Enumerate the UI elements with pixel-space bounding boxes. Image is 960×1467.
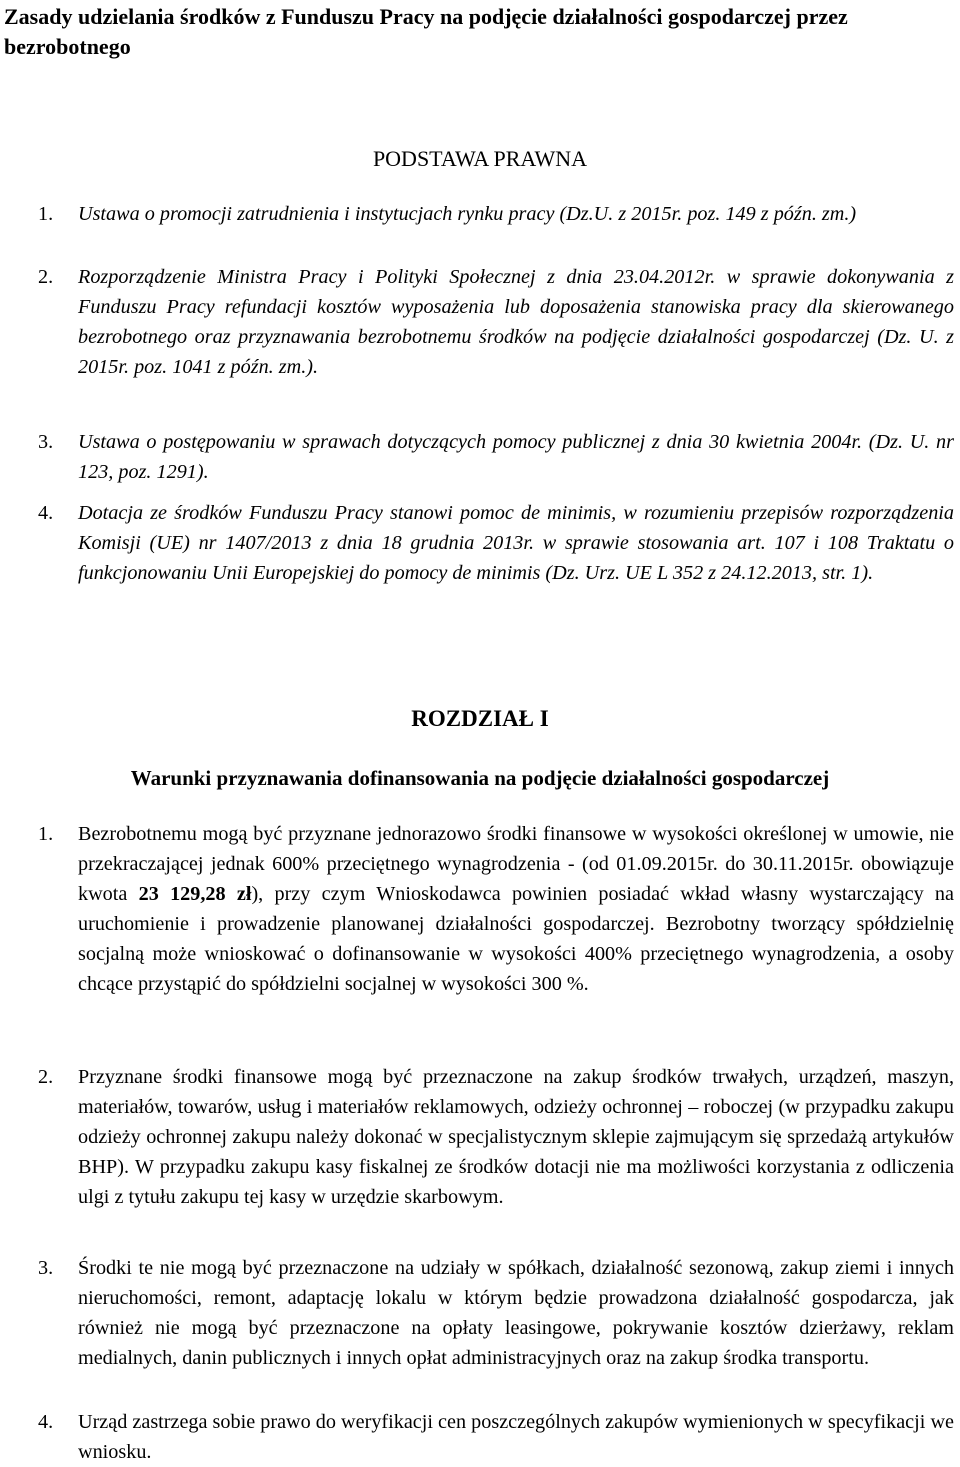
legal-basis-item bbox=[38, 427, 954, 487]
item-text: Środki te nie mogą być przeznaczone na udziały w spółkach, działalność sezonową, zakup ziemi i innych nieruchomości, remont, adaptację lokalu w którym będzie prowadzona działalność gospodarcza, jak również nie mogą być przeznaczone na opłaty leasingowe, pokrywanie kosztów dzierżawy, reklam medialnych, danin publicznych i innych opłat administracyjnych oraz na zakup środka transportu. bbox=[78, 1257, 954, 1369]
item-text-part: Bezrobotnemu mogą być przyznane jednorazowo środki finansowe w wysokości określonej w umowie, nie przekraczającej jednak 600% przeciętnego wynagrodzenia - (od 01.09.2015r. do 30.11.2015r. obowiązuje kwota bbox=[78, 823, 954, 905]
item-number: 4. bbox=[38, 1411, 54, 1433]
document-title: Zasady udzielania środków z Funduszu Pracy na podjęcie działalności gospodarczej przez bezrobotnego bbox=[4, 4, 848, 59]
legal-basis-heading: PODSTAWA PRAWNA bbox=[372, 146, 588, 171]
item-number: 3. bbox=[38, 431, 54, 453]
item-number: 4. bbox=[38, 502, 54, 524]
item-number: 3. bbox=[38, 1257, 54, 1279]
item-text: Ustawa o postępowaniu w sprawach dotyczących pomocy publicznej z dnia 30 kwietnia 2004r. (Dz. U. nr 123, poz. 1291). bbox=[78, 431, 954, 483]
item-number: 2. bbox=[38, 1066, 54, 1088]
item-text: Urząd zastrzega sobie prawo do weryfikacji cen poszczególnych zakupów wymienionych w specyfikacji we wniosku. bbox=[78, 1411, 954, 1463]
legal-basis-item bbox=[38, 498, 954, 588]
chapter-title: Warunki przyznawania dofinansowania na podjęcie działalności gospodarczej bbox=[130, 766, 830, 790]
item-text: Rozporządzenie Ministra Pracy i Polityki Społecznej z dnia 23.04.2012r. w sprawie dokonywania z Funduszu Pracy refundacji kosztów wyposażenia lub doposażenia stanowiska pracy dla skierowanego bezrobotnego oraz przyznawania bezrobotnemu środków na podjęcie działalności gospodarczej (Dz. U. z 2015r. poz. 1041 z późn. zm.). bbox=[78, 266, 954, 378]
item-text: Dotacja ze środków Funduszu Pracy stanowi pomoc de minimis, w rozumieniu przepisów rozporządzenia Komisji (UE) nr 1407/2013 z dnia 18 grudnia 2013r. w sprawie stosowania art. 107 i 108 Traktatu o funkcjonowaniu Unii Europejskiej do pomocy de minimis (Dz. Urz. UE L 352 z 24.12.2013, str. 1). bbox=[78, 502, 954, 584]
chapter-label: ROZDZIAŁ I bbox=[411, 706, 549, 731]
grant-amount: 23 129,28 zł bbox=[138, 883, 252, 905]
item-number: 1. bbox=[38, 203, 54, 225]
legal-basis-item bbox=[38, 199, 954, 229]
condition-item bbox=[38, 1253, 954, 1373]
condition-item bbox=[38, 1407, 954, 1467]
item-text-part: ), przy czym Wnioskodawca powinien posiadać wkład własny wystarczający na uruchomienie i prowadzenie planowanej działalności gospodarczej. Bezrobotny tworzący spółdzielnię socjalną może wnioskować o dofinansowanie w wysokości 400% przeciętnego wynagrodzenia, a osoby chcące przystąpić do spółdzielni socjalnej w wysokości 300 %. bbox=[78, 883, 954, 995]
item-number: 1. bbox=[38, 823, 54, 845]
condition-item bbox=[38, 819, 954, 999]
condition-item bbox=[38, 1062, 954, 1212]
item-text: Przyznane środki finansowe mogą być przeznaczone na zakup środków trwałych, urządzeń, maszyn, materiałów, towarów, usług i materiałów reklamowych, odzieży ochronnej – roboczej (w przypadku zakupu odzieży ochronnej zakupu należy dokonać w specjalistycznym sklepie zajmującym się sprzedażą artykułów BHP). W przypadku zakupu kasy fiskalnej ze środków dotacji nie ma możliwości korzystania z odliczenia ulgi z tytułu zakupu tej kasy w urzędzie skarbowym. bbox=[78, 1066, 954, 1208]
legal-basis-item bbox=[38, 262, 954, 382]
item-text bbox=[78, 819, 954, 999]
item-number: 2. bbox=[38, 266, 54, 288]
item-text: Ustawa o promocji zatrudnienia i instytucjach rynku pracy (Dz.U. z 2015r. poz. 149 z późn. zm.) bbox=[78, 203, 857, 225]
